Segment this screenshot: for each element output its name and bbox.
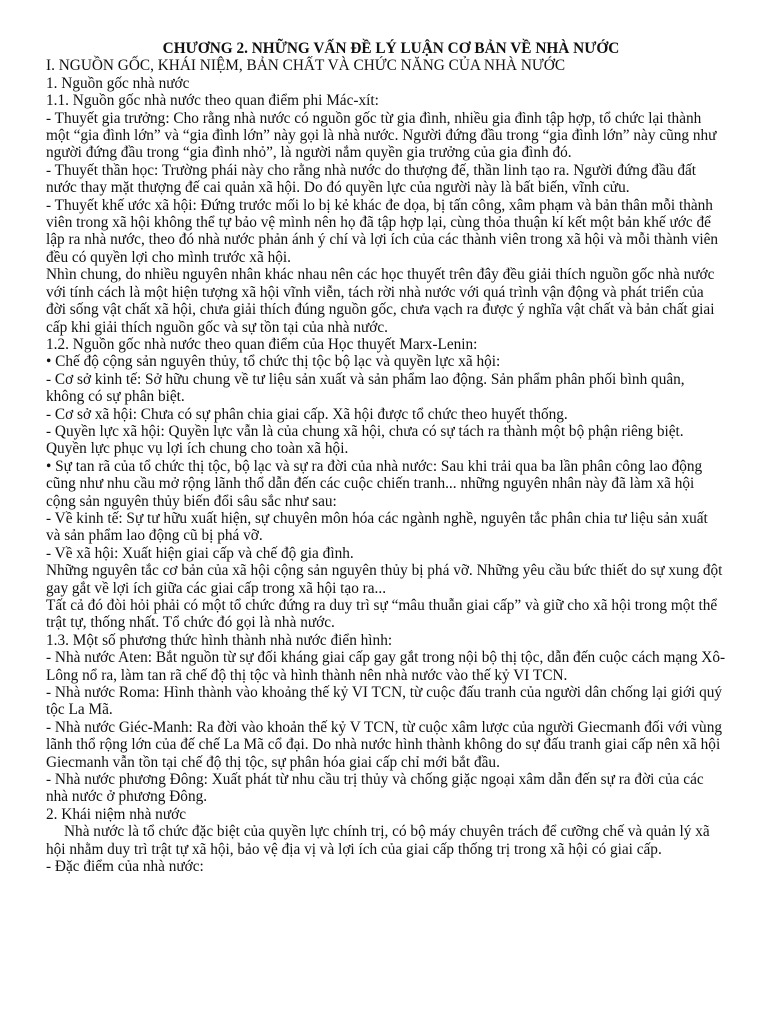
paragraph-eastern-state: - Nhà nước phương Đông: Xuất phát từ nhu cầu trị thủy và chống giặc ngoại xâm dẫn đến sự ra đời của các nhà nước ở phương Đông. — [46, 771, 704, 806]
paragraph-society-change: - Về xã hội: Xuất hiện giai cấp và chế độ gia đình. — [46, 544, 354, 562]
paragraph-athens-state: - Nhà nước Aten: Bắt nguồn từ sự đối kháng giai cấp gay gắt trong nội bộ thị tộc, dẫn đến cuộc cách mạng Xô-Lông nổ ra, làm tan rã chế độ thị tộc và hình thành nên nhà nước vào thế kỷ VI TCN. — [46, 649, 726, 684]
paragraph-state-characteristics: - Đặc điểm của nhà nước: — [46, 858, 204, 876]
document-page — [46, 40, 726, 876]
paragraph-economics-change: - Về kinh tế: Sự tư hữu xuất hiện, sự chuyên môn hóa các ngành nghề, nguyên tắc phân chia tư liệu sản xuất và sản phẩm lao động cũ bị phá vỡ. — [46, 509, 708, 545]
subsection-heading-origin: 1. Nguồn gốc nhà nước — [46, 74, 190, 92]
paragraph-social-power: - Quyền lực xã hội: Quyền lực vẫn là của chung xã hội, chưa có sự tách ra thành một bộ phận riêng biệt. Quyền lực phục vụ lợi ích chung cho toàn xã hội. — [46, 422, 684, 458]
paragraph-economic-basis: - Cơ sở kinh tế: Sở hữu chung về tư liệu sản xuất và sản phẩm lao động. Sản phẩm phân phối bình quân, không có sự phân biệt. — [46, 370, 685, 406]
paragraph-germanic-state: - Nhà nước Giéc-Manh: Ra đời vào khoản thế kỷ V TCN, từ cuộc xâm lược của người Giecmanh đối với vùng lãnh thổ rộng lớn của đế chế La Mã cổ đại. Do nhà nước hình thành không do sự đấu tranh giai cấp nên xã hội Giecmanh vẫn tồn tại chế độ thị tộc, sự phân hóa giai cấp chỉ mới bắt đầu. — [46, 718, 722, 771]
paragraph-principles-broken: Những nguyên tắc cơ bản của xã hội cộng sản nguyên thủy bị phá vỡ. Những yêu cầu bức thiết do sự xung đột gay gắt về lợi ích giữa các giai cấp trong xã hội tạo ra... — [46, 562, 723, 597]
subsection-heading-non-marxist: 1.1. Nguồn gốc nhà nước theo quan điểm phi Mác-xít: — [46, 92, 379, 110]
paragraph-state-definition: Nhà nước là tổ chức đặc biệt của quyền lực chính trị, có bộ máy chuyên trách để cưỡng chế và quản lý xã hội nhằm duy trì trật tự xã hội, bảo vệ địa vị và lợi ích của giai cấp thống trị trong xã hội có giai cấp. — [46, 823, 710, 858]
bullet-primitive-communism: • Chế độ cộng sản nguyên thủy, tổ chức thị tộc bộ lạc và quyền lực xã hội: — [46, 353, 501, 371]
subsection-heading-marxist: 1.2. Nguồn gốc nhà nước theo quan điểm của Học thuyết Marx-Lenin: — [46, 335, 478, 353]
bullet-disintegration: • Sự tan rã của tổ chức thị tộc, bộ lạc và sự ra đời của nhà nước: Sau khi trải qua ba lần phân công lao động cũng như nhu cầu mở rộng lãnh thổ dẫn đến các cuộc chiến tranh... những nguyên nhân này đã làm xã hội cộng sản nguyên thủy biến đổi sâu sắc như sau: — [46, 457, 703, 510]
paragraph-patriarchal-theory: - Thuyết gia trưởng: Cho rằng nhà nước có nguồn gốc từ gia đình, nhiều gia đình tập hợp, tổ chức lại thành một “gia đình lớn” và “gia đình lớn” này gọi là nhà nước. Người đứng đầu trong “gia đình lớn” này cũng như người đứng đầu trong “gia đình nhỏ”, là người nắm quyền gia trưởng của gia đình đó. — [46, 109, 717, 162]
paragraph-roman-state: - Nhà nước Roma: Hình thành vào khoảng thế kỷ VI TCN, từ cuộc đấu tranh của người dân chống lại giới quý tộc La Mã. — [46, 684, 723, 719]
paragraph-summary-theories: Nhìn chung, do nhiều nguyên nhân khác nhau nên các học thuyết trên đây đều giải thích nguồn gốc nhà nước với tính cách là một hiện tượng xã hội vĩnh viễn, tách rời nhà nước với quá trình vận động và phát triển của đời sống vật chất xã hội, chưa giải thích đúng nguồn gốc, chưa vạch ra được ý nghĩa vật chất và bản chất giai cấp khi giải thích nguồn gốc và sự tồn tại của nhà nước. — [46, 266, 715, 336]
paragraph-theological-theory: - Thuyết thần học: Trường phái này cho rằng nhà nước do thượng đế, thần linh tạo ra. Người đứng đầu đất nước thay mặt thượng đế cai quản xã hội. Do đó quyền lực của người này là bất biến, vĩnh cửu. — [46, 161, 697, 197]
paragraph-social-basis: - Cơ sở xã hội: Chưa có sự phân chia giai cấp. Xã hội được tổ chức theo huyết thống. — [46, 405, 568, 423]
section-heading-1: I. NGUỒN GỐC, KHÁI NIỆM, BẢN CHẤT VÀ CHỨC NĂNG CỦA NHÀ NƯỚC — [46, 57, 566, 75]
subsection-heading-typical-forms: 1.3. Một số phương thức hình thành nhà nước điển hình: — [46, 631, 393, 649]
subsection-heading-concept: 2. Khái niệm nhà nước — [46, 805, 186, 823]
chapter-title: CHƯƠNG 2. NHỮNG VẤN ĐỀ LÝ LUẬN CƠ BẢN VỀ NHÀ NƯỚC — [162, 40, 620, 57]
paragraph-social-contract-theory: - Thuyết khế ước xã hội: Đứng trước mối lo bị kẻ khác đe dọa, bị tấn công, xâm phạm và bản thân mỗi thành viên trong xã hội không thể tự bảo vệ mình nên họ đã tập hợp lại, cùng thỏa thuận kí kết một bản khế ước để lập ra nhà nước, theo đó nhà nước phản ánh ý chí và lợi ích của các thành viên trong xã hội và mỗi thành viên đều có quyền lợi cho mình trước xã hội. — [46, 196, 719, 266]
paragraph-state-emergence: Tất cả đó đòi hỏi phải có một tổ chức đứng ra duy trì sự “mâu thuẫn giai cấp” và giữ cho xã hội trong một thể trật tự, thống nhất. Tổ chức đó gọi là nhà nước. — [46, 597, 718, 632]
